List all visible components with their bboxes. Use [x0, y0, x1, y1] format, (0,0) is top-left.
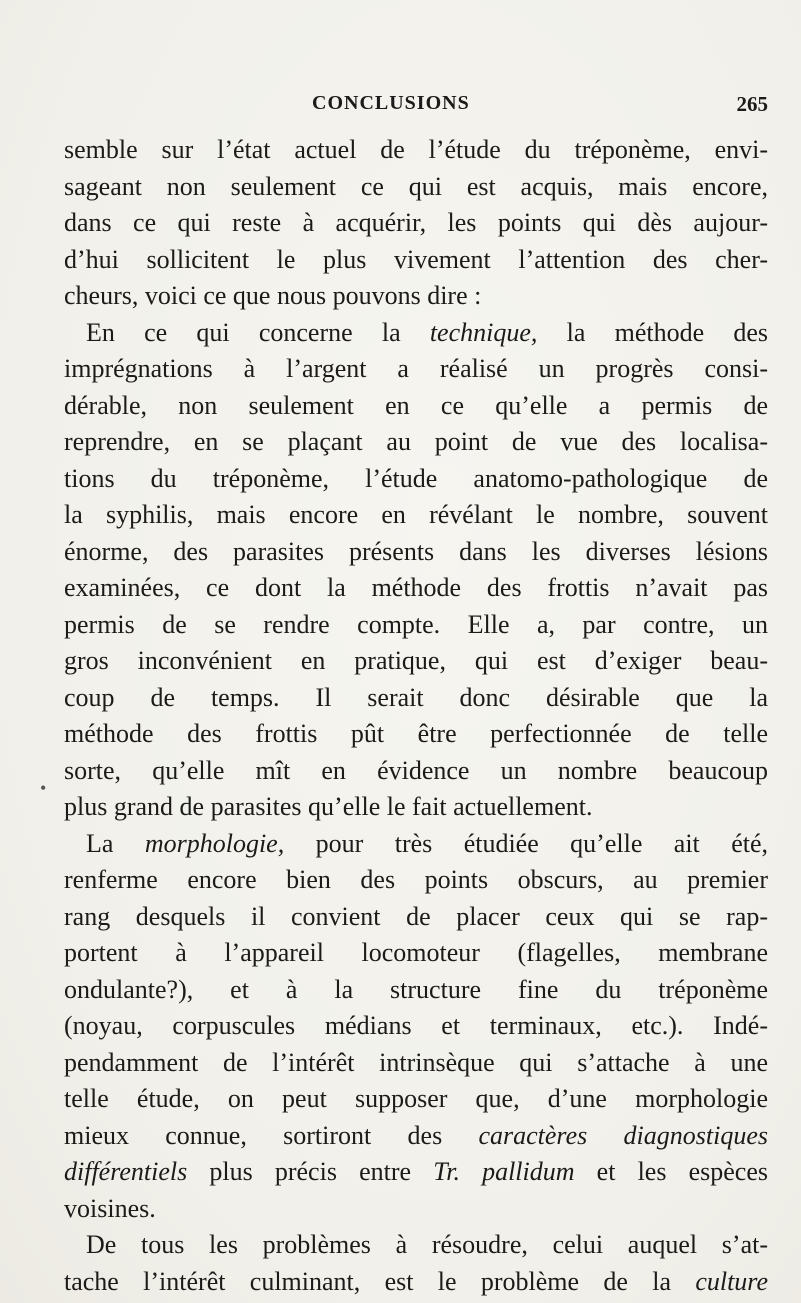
body-text	[64, 132, 768, 1300]
paragraph-technique-start	[64, 315, 768, 352]
text-run: tache l’intérêt culminant, est le problème de la	[64, 1266, 696, 1296]
text-line	[64, 1264, 768, 1301]
text-line: la syphilis, mais encore en révélant le nombre, souvent	[64, 500, 768, 529]
text-line: sageant non seulement ce qui est acquis, mais encore,	[64, 171, 768, 201]
page-number: 265	[736, 92, 768, 116]
text-line: tions du tréponème, l’étude anatomo-pathologique de	[64, 463, 768, 493]
text-line: gros inconvénient en pratique, qui est d’exiger beau-	[64, 646, 768, 675]
text-line: plus grand de parasites qu’elle le fait actuellement.	[64, 792, 593, 821]
text-line: imprégnations à l’argent a réalisé un progrès consi-	[64, 354, 768, 383]
text-line: rang desquels il convient de placer ceux qui se rap-	[64, 901, 768, 931]
text-line: renferme encore bien des points obscurs, au premier	[64, 865, 768, 894]
emphasis-differentiels: différentiels	[64, 1157, 188, 1186]
page-header	[312, 92, 768, 120]
text-line	[64, 1154, 768, 1191]
text-line: examinées, ce dont la méthode des frottis n’avait pas	[64, 573, 768, 602]
paragraph-culture-start: De tous les problèmes à résoudre, celui auquel s’at-	[86, 1230, 768, 1259]
stray-mark: •	[40, 778, 47, 798]
text-line: sorte, qu’elle mît en évidence un nombre beaucoup	[64, 755, 768, 785]
text-line: semble sur l’état actuel de l’étude du tréponème, envi-	[64, 135, 768, 164]
text-line: méthode des frottis pût être perfectionnée de telle	[64, 719, 768, 748]
text-line: dans ce qui reste à acquérir, les points qui dès aujour-	[64, 208, 768, 237]
text-run: En ce qui concerne la	[86, 317, 430, 347]
text-line: dérable, non seulement en ce qu’elle a permis de	[64, 390, 768, 420]
emphasis-morphologie: morphologie,	[144, 828, 285, 858]
text-line: cheurs, voici ce que nous pouvons dire :	[64, 281, 482, 310]
text-run: plus précis entre	[187, 1157, 434, 1186]
paragraph-morphologie-start	[64, 826, 768, 863]
text-line: (noyau, corpuscules médians et terminaux, etc.). Indé-	[64, 1011, 768, 1040]
text-line: permis de se rendre compte. Elle a, par contre, un	[64, 609, 768, 639]
text-run: la méthode des	[537, 317, 768, 347]
text-line: portent à l’appareil locomoteur (flagelles, membrane	[64, 938, 768, 967]
text-run: pour très étudiée qu’elle ait été,	[284, 828, 768, 858]
text-line: voisines.	[64, 1193, 156, 1223]
text-line: coup de temps. Il serait donc désirable que la	[64, 682, 768, 712]
emphasis-caracteres: caractères diagnostiques	[478, 1120, 768, 1150]
text-line	[64, 1118, 768, 1155]
emphasis-culture: culture	[695, 1266, 768, 1296]
text-line: reprendre, en se plaçant au point de vue des localisa-	[64, 427, 768, 456]
text-line: d’hui sollicitent le plus vivement l’attention des cher-	[64, 244, 768, 274]
text-line: ondulante?), et à la structure fine du tréponème	[64, 974, 768, 1004]
running-title: CONCLUSIONS	[312, 92, 470, 114]
text-run: mieux connue, sortiront des	[64, 1120, 479, 1150]
text-line: énorme, des parasites présents dans les diverses lésions	[64, 536, 768, 566]
text-run: La	[86, 828, 145, 858]
text-line: pendamment de l’intérêt intrinsèque qui s’attache à une	[64, 1047, 768, 1077]
text-line: telle étude, on peut supposer que, d’une morphologie	[64, 1084, 768, 1113]
emphasis-species: Tr. pallidum	[433, 1157, 575, 1186]
emphasis-technique: technique,	[429, 317, 538, 347]
text-run: et les espèces	[574, 1157, 768, 1186]
